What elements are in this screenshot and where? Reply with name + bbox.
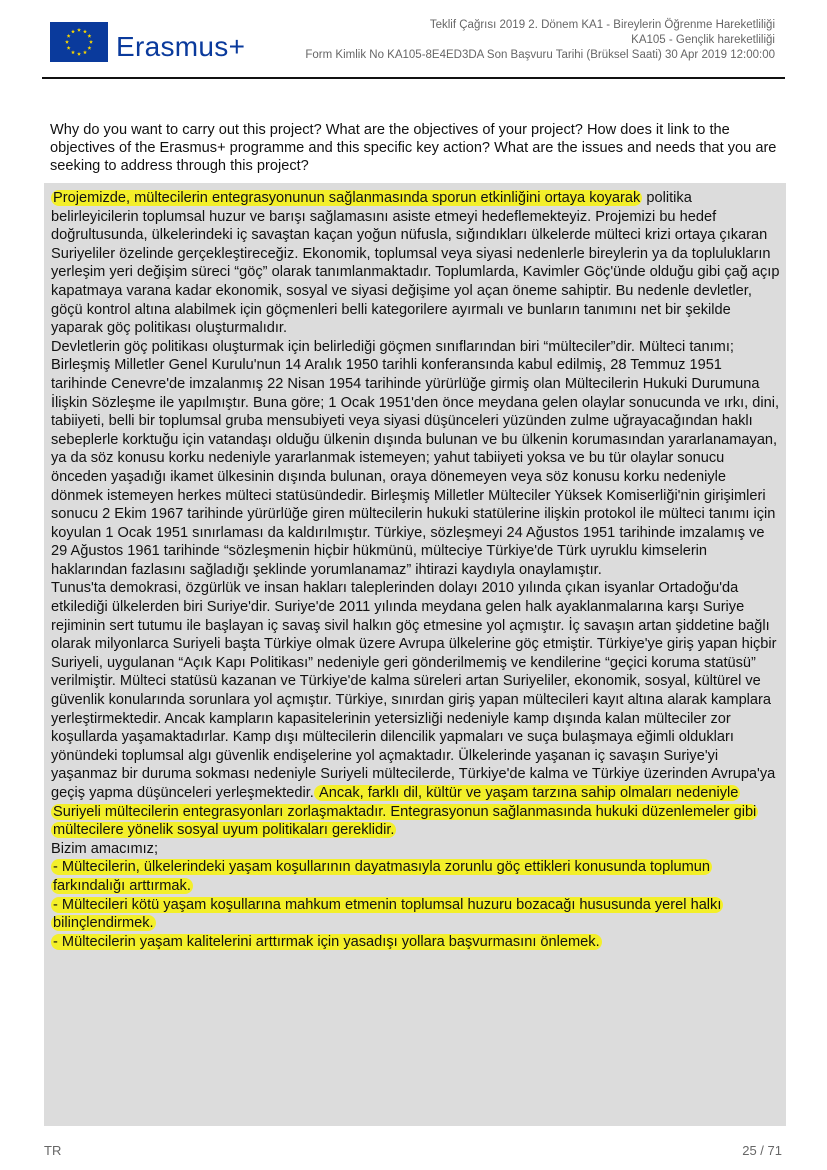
paragraph-3-text: Tunus'ta demokrasi, özgürlük ve insan hakları taleplerinden dolayı 2010 yılında çıkan isyanlar Ortadoğu'da etkilediği ülkelerden biri Suriye'dir. Suriye'de 2011 yılında meydana gelen halk ayaklanmalarına karşı Suriye rejiminin sert tutumu ile başlayan iç savaş sivil halkın göç etmesine yol açmıştır. İç savaşın artan şiddetine bağlı olarak milyonlarca Suriyeli başta Türkiye olmak üzere Avrupa ülkelerine göç etmiştir. Türkiye'ye giriş yapan hiçbir Suriyeli, uygulanan “Açık Kapı Politikası” nedeniyle geri gönderilmemiş ve kendilerine “geçici koruma statüsü” verilmiştir. Mülteci statüsü kazanan ve Türkiye'de kalma süreleri artan Suriyeliler, ekonomik, sosyal, kültürel ve güvenlik konularında sorunlara yol açmıştır. Türkiye, sınırdan giriş yapan mültecileri kayıt altına alarak kamplara yerleştirmektedir. Ancak kampların kapasitelerinin yetersizliği nedeniyle kamp dışında kalan mülteciler zor koşullarda yaşamaktadırlar. Kamp dışı mültecilerin dilencilik yapmaları ve suça bulaşmaya eğimli oldukları yönündeki toplumsal algı güvenlik endişelerine yol açmaktadır. Ülkelerinde yaşanan iç savaşın Suriye'yi yaşanmaz bir duruma sokması nedeniyle Suriyeli mültecilerde, Türkiye'de kalma ve Türkiye üzerinden Avrupa'ya geçiş yapma düşünceleri yerleşmektedir. [51, 580, 777, 801]
highlight-aim-3: - Mültecilerin yaşam kalitelerini arttırmak için yasadışı yollara başvurmasını önlemek. [53, 933, 600, 950]
aim-item-1 [51, 858, 781, 895]
aims-title: Bizim amacımız; [51, 840, 159, 857]
erasmus-logo [50, 22, 285, 78]
paragraph-2: Devletlerin göç politikası oluşturmak için belirlediği göçmen sınıflarından biri “mülteciler”dir. Mülteci tanımı; Birleşmiş Milletler Genel Kurulu'nun 14 Aralık 1950 tarihli konferansında kabul edilmiş, 28 Temmuz 1951 tarihinde Cenevre'de imzalanmış 22 Nisan 1954 tarihinde yürürlüğe girmiş olan Mültecilerin Hukuki Durumuna İlişkin Sözleşme ile yapılmıştır. Buna göre; 1 Ocak 1951'den önce meydana gelen olaylar sonucunda ve ırkı, dini, tabiiyeti, belli bir toplumsal gruba mensubiyeti veya siyasi düşünceleri yüzünden zulme uğrayacağından haklı sebeplerle korktuğu için vatandaşı olduğu ülkenin dışında bulunan ve bu ülkenin korumasından yararlanamayan, ya da söz konusu korku nedeniyle yararlanmak istemeyen; yahut tabiiyeti yoksa ve bu tür olaylar sonucu önceden yaşadığı ikamet ülkesinin dışında bulunan, oraya dönemeyen veya söz konusu korku nedeniyle dönmek istemeyen herkes mülteci statüsündedir. Birleşmiş Milletler Mülteciler Yüksek Komiserliği'nin girişimleri sonucu 2 Ekim 1967 tarihinde yürürlüğe giren mültecilerin hukuki statülerine ilişkin protokol ile mülteci tanımı için koyulan 1 Ocak 1951 sınırlaması da kaldırılmıştır. Türkiye, sözleşmeyi 24 Ağustos 1951 tarihinde imzalamış ve 29 Ağustos 1961 tarihinde “sözleşmenin hiçbir hükmünü, mülteciye Türkiye'de Türk uyruklu kimselerin haklarından fazlasını sağladığı şeklinde yorumlanamaz” ihtirazi kaydıyla onaylamıştır. [51, 338, 780, 578]
answer-text [51, 189, 781, 951]
logo-text: Erasmus+ [116, 31, 246, 62]
action-title: KA105 - Gençlik hareketliliği [631, 34, 775, 46]
call-title: Teklif Çağrısı 2019 2. Dönem KA1 - Bireylerin Öğrenme Hareketliliği [429, 19, 775, 31]
highlight-1: Projemizde, mültecilerin entegrasyonunun sağlanmasında sporun etkinliğini ortaya koyarak [53, 190, 641, 206]
form-id: Form Kimlik No KA105-8E4ED3DA Son Başvuru Tarihi (Brüksel Saati) 30 Apr 2019 12:00:00 [305, 49, 775, 61]
question-text: Why do you want to carry out this project? What are the objectives of your project? How does it link to the objectives of the Erasmus+ programme and this specific key action? What are the issues and needs that you are seeking to address through this project? [50, 122, 777, 174]
paragraph-1-text: politika belirleyicilerin toplumsal huzur ve barışı sağlamasını asiste etmeyi hedeflemekteyiz. Projemizi bu hedef doğrultusunda, ülkelerindeki iç savaştan kaçan yoğun nüfusla, sığındıkları ülkelerde mülteci krizi ortaya çıkaran Suriyeliler özelinde gerçekleştireceğiz. Ekonomik, toplumsal veya siyasi nedenlerle bireylerin ya da toplulukların yerleşim yeri değişim süreci “göç” olarak tanımlanmaktadır. Toplumlarda, Kavimler Göç'ünde olduğu gibi çağ açıp kapatmaya varana kadar ekonomik, sosyal ve siyasi değişime yol açan öneme sahiptir. Bu nedenle devletler, göçü kontrol altına alabilmek için göçmenleri belli kategorilere ayırmalı ve bunların tanımını net bir şekilde yaparak göç politikası oluşturmalıdır. [51, 190, 780, 337]
paragraph-3 [51, 579, 781, 839]
aim-item-2 [51, 896, 781, 933]
answer-box [44, 183, 786, 1126]
paragraph-1 [51, 189, 781, 338]
footer-language: TR [44, 1143, 62, 1158]
header-info [305, 18, 775, 63]
page-number: 25 / 71 [742, 1143, 782, 1158]
header-divider [42, 77, 785, 79]
aim-item-3 [51, 933, 781, 952]
eu-flag-icon [50, 22, 108, 62]
highlight-aim-2: - Mültecileri kötü yaşam koşullarına mahkum etmenin toplumsal huzuru bozacağı hususunda yerel halkı bilinçlendirmek. [53, 896, 722, 932]
highlight-aim-1: - Mültecilerin, ülkelerindeki yaşam koşullarının dayatmasıyla zorunlu göç ettikleri konusunda toplumun farkındalığı arttırmak. [53, 859, 711, 894]
page-header [42, 12, 785, 78]
highlight-2: Ancak, farklı dil, kültür ve yaşam tarzına sahip olmaları nedeniyle Suriyeli mültecilerin entegrasyonları zorlaşmaktadır. Entegrasyonun sağlanmasında hukuki düzenlemeler gibi mültecilere yönelik sosyal uyum politikaları gereklidir. [53, 785, 757, 839]
